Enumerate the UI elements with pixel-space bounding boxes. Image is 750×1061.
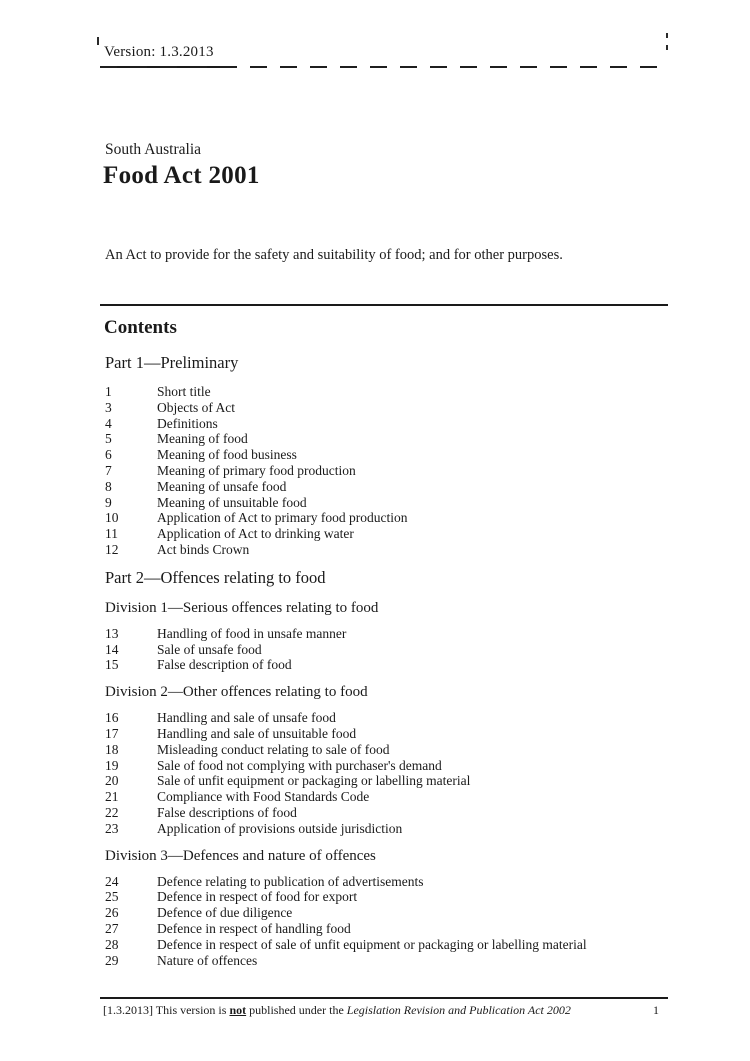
- toc-item: [105, 821, 667, 837]
- toc-item: [105, 889, 667, 905]
- toc-item-number: 27: [105, 920, 119, 936]
- toc-item: [105, 463, 667, 479]
- toc-item-label: Defence in respect of food for export: [157, 889, 358, 905]
- toc-item-label: Application of provisions outside jurisdiction: [157, 820, 403, 836]
- toc-item-number: 15: [105, 657, 119, 673]
- toc-item-number: 9: [105, 494, 112, 510]
- footer-not-word: not: [229, 1003, 247, 1017]
- toc-item-label: Application of Act to drinking water: [157, 526, 354, 542]
- crop-mark-top-right-icon: [666, 45, 668, 50]
- toc-division-heading: Division 2—Other offences relating to food: [105, 684, 368, 701]
- act-title: Food Act 2001: [103, 162, 260, 189]
- toc-item: [105, 874, 667, 890]
- toc-item: [105, 805, 667, 821]
- toc-item-label: Meaning of unsafe food: [157, 478, 287, 494]
- toc-item: [105, 905, 667, 921]
- page-number: 1: [653, 1003, 659, 1017]
- toc-part-heading: Part 1—Preliminary: [105, 353, 239, 372]
- toc-item-label: Definitions: [157, 415, 218, 431]
- toc-item-number: 12: [105, 541, 119, 557]
- toc-item-label: Short title: [157, 384, 211, 399]
- toc-item-label: Sale of unfit equipment or packaging or labelling material: [157, 773, 471, 789]
- toc-item-number: 18: [105, 741, 119, 757]
- footer-act-name: Legislation Revision and Publication Act 2002: [346, 1003, 571, 1017]
- toc-item: [105, 510, 667, 526]
- section-divider: [100, 304, 668, 306]
- toc-item-label: Sale of unsafe food: [157, 641, 262, 657]
- toc-item-label: Defence in respect of sale of unfit equipment or packaging or labelling material: [157, 936, 587, 952]
- toc-item-number: 23: [105, 820, 119, 836]
- toc-item-label: Nature of offences: [157, 952, 258, 968]
- toc-item: [105, 384, 667, 400]
- toc-item-number: 22: [105, 804, 119, 820]
- footer-note-prefix: [1.3.2013] This version is: [103, 1003, 230, 1017]
- toc-item-label: Meaning of primary food production: [157, 462, 356, 478]
- toc-item-number: 3: [105, 399, 112, 415]
- toc-item-label: Defence in respect of handling food: [157, 920, 351, 936]
- jurisdiction-label: South Australia: [105, 141, 202, 158]
- toc-item-label: Act binds Crown: [157, 541, 250, 557]
- toc-item-number: 26: [105, 905, 119, 921]
- toc-item-number: 5: [105, 431, 112, 447]
- toc-item-label: Application of Act to primary food production: [157, 510, 408, 526]
- toc-item: [105, 400, 667, 416]
- toc-item-number: 4: [105, 415, 112, 431]
- toc-item: [105, 710, 667, 726]
- toc-item-number: 6: [105, 447, 112, 463]
- toc-division-heading: Division 3—Defences and nature of offences: [105, 847, 376, 864]
- toc-item-label: Defence of due diligence: [157, 905, 293, 921]
- toc-item-label: Defence relating to publication of advertisements: [157, 873, 424, 889]
- toc-item-label: Sale of food not complying with purchaser's demand: [157, 757, 442, 773]
- toc-item-label: Meaning of unsuitable food: [157, 494, 307, 510]
- page-footer: [103, 1003, 665, 1018]
- crop-mark-top-left-icon: [97, 37, 99, 45]
- toc-item-number: 20: [105, 773, 119, 789]
- toc-item-number: 29: [105, 952, 119, 968]
- toc-item: [105, 526, 667, 542]
- toc-division-heading: Division 1—Serious offences relating to food: [105, 599, 379, 616]
- toc-item: [105, 447, 667, 463]
- toc-item-label: Meaning of food: [157, 431, 248, 447]
- toc-item-number: 19: [105, 757, 119, 773]
- toc-item-label: Handling of food in unsafe manner: [157, 625, 347, 641]
- toc-item-number: 14: [105, 641, 119, 657]
- toc-item: [105, 937, 667, 953]
- toc-item: [105, 726, 667, 742]
- toc-item: [105, 542, 667, 558]
- toc-part-heading: Part 2—Offences relating to food: [105, 567, 326, 587]
- toc-item: [105, 626, 667, 642]
- footer-note-middle: published under the: [246, 1003, 347, 1017]
- footer-divider: [100, 997, 668, 999]
- toc-item-number: 11: [105, 526, 118, 542]
- toc-item-number: 24: [105, 873, 119, 889]
- toc-item: [105, 789, 667, 805]
- toc-item: [105, 416, 667, 432]
- toc-item-number: 1: [105, 384, 112, 399]
- toc-item: [105, 479, 667, 495]
- toc-item: [105, 773, 667, 789]
- toc-item-number: 25: [105, 889, 119, 905]
- toc-item-number: 28: [105, 936, 119, 952]
- toc-item-number: 21: [105, 789, 119, 805]
- toc-item-number: 17: [105, 725, 119, 741]
- contents-heading: Contents: [104, 317, 177, 338]
- toc-item-number: 10: [105, 510, 119, 526]
- toc-item: [105, 758, 667, 774]
- toc-item-number: 16: [105, 710, 119, 726]
- toc-item-number: 8: [105, 478, 112, 494]
- toc-item-label: False descriptions of food: [157, 804, 297, 820]
- toc-item-number: 7: [105, 462, 112, 478]
- toc-item: [105, 657, 667, 673]
- toc-item: [105, 495, 667, 511]
- version-label: Version: 1.3.2013: [104, 44, 214, 60]
- toc-item: [105, 431, 667, 447]
- table-of-contents: [105, 352, 667, 968]
- header-dashed-rule: [100, 66, 668, 68]
- toc-item-label: Meaning of food business: [157, 447, 297, 463]
- footer-note: [103, 1003, 571, 1018]
- toc-item-number: 13: [105, 625, 119, 641]
- toc-item-label: Handling and sale of unsafe food: [157, 710, 336, 726]
- toc-item: [105, 921, 667, 937]
- toc-item-label: False description of food: [157, 657, 292, 673]
- long-title: An Act to provide for the safety and suitability of food; and for other purposes.: [105, 247, 563, 263]
- crop-mark-top-right-icon: [666, 33, 668, 38]
- toc-item: [105, 642, 667, 658]
- toc-item-label: Handling and sale of unsuitable food: [157, 725, 357, 741]
- toc-item-label: Objects of Act: [157, 399, 235, 415]
- toc-item: [105, 742, 667, 758]
- toc-item-label: Compliance with Food Standards Code: [157, 789, 370, 805]
- toc-item-label: Misleading conduct relating to sale of food: [157, 741, 390, 757]
- toc-item: [105, 953, 667, 969]
